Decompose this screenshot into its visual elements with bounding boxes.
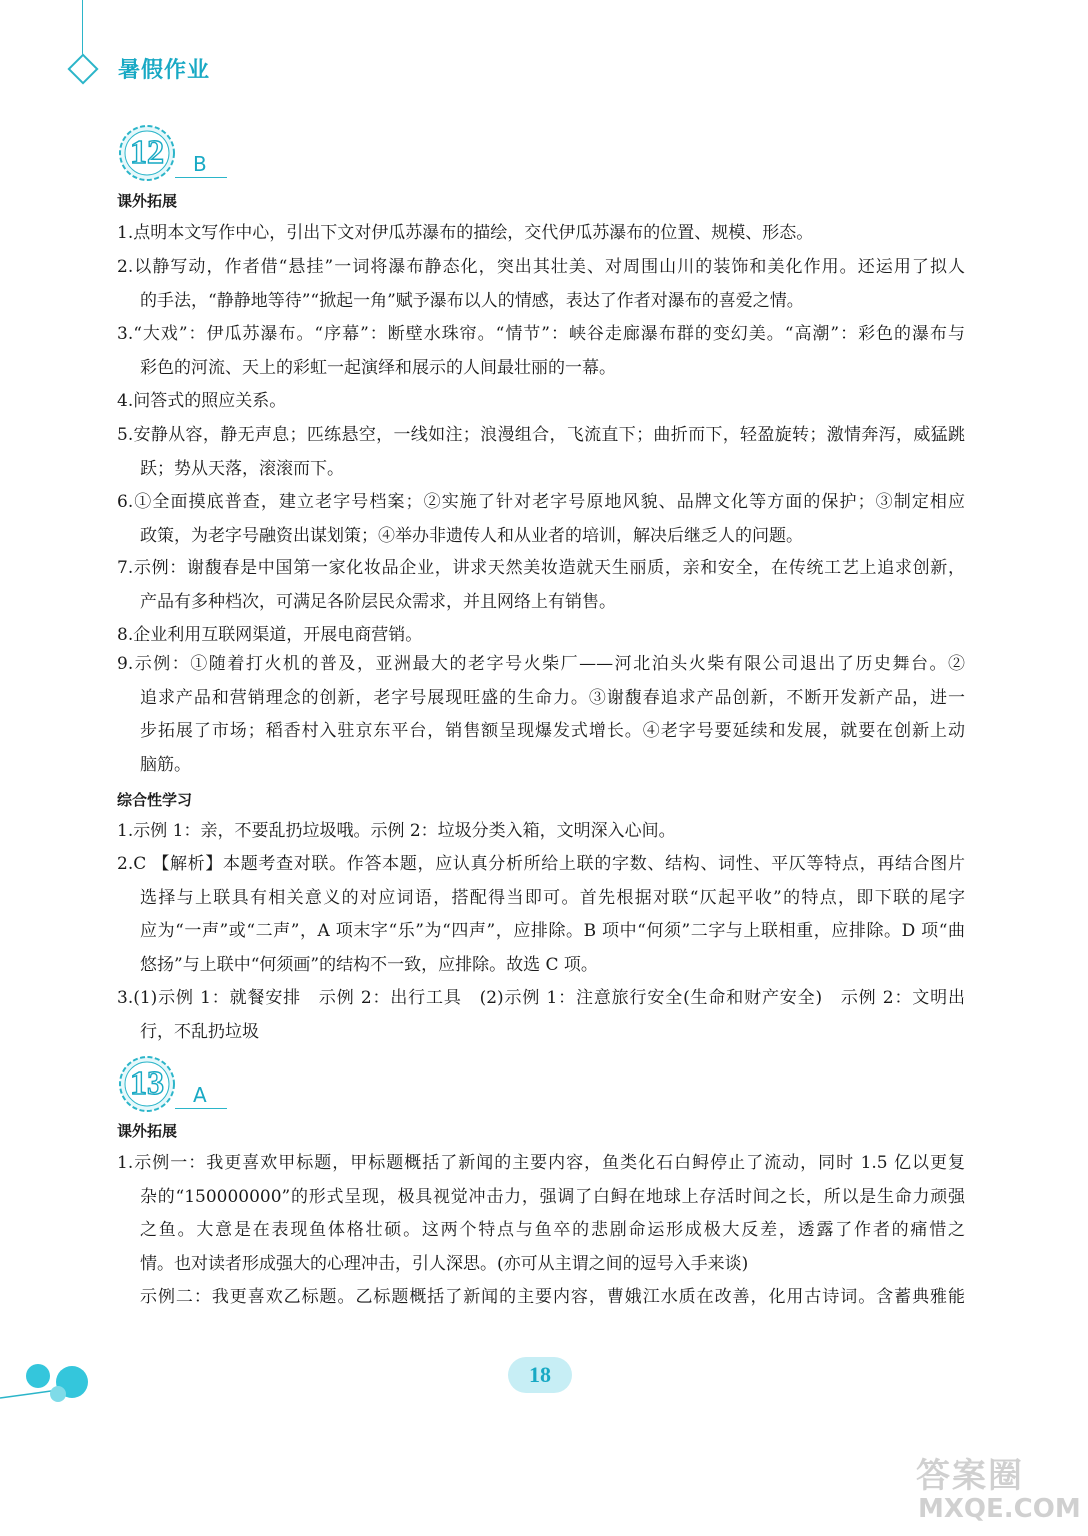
lesson-number: 13 xyxy=(130,1065,164,1102)
difficulty-level: A xyxy=(193,1083,207,1107)
difficulty-level: B xyxy=(193,152,207,176)
answer-line: 应为“一声”或“二声”，A 项末字“乐”为“四声”，应排除。B 项中“何须”二字与上联相重，应排除。D 项“曲 xyxy=(140,921,965,942)
header-rule xyxy=(82,0,83,58)
diamond-icon xyxy=(67,53,98,84)
answer-line: 1.示例 1：亲，不要乱扔垃圾哦。示例 2：垃圾分类入箱，文明深入心间。 xyxy=(117,821,676,841)
answer-item xyxy=(117,251,965,318)
lesson-number: 12 xyxy=(130,134,164,171)
answer-item xyxy=(117,486,965,553)
answer-item xyxy=(140,1281,965,1315)
answer-item xyxy=(117,318,965,385)
answer-line: 3.(1)示例 1：就餐安排 示例 2：出行工具 (2)示例 1：注意旅行安全(生命和财产安全) 示例 2：文明出 xyxy=(117,988,965,1008)
answer-item xyxy=(117,217,965,251)
answer-line: 情。也对读者形成强大的心理冲击，引人深思。(亦可从主谓之间的逗号入手来谈) xyxy=(140,1253,749,1274)
answer-line: 6.①全面摸底普查，建立老字号档案；②实施了针对老字号原地风貌、品牌文化等方面的保护；③制定相应 xyxy=(117,492,965,512)
answer-item xyxy=(117,1147,965,1281)
answer-line: 8.企业利用互联网渠道，开展电商营销。 xyxy=(117,625,423,645)
page-number: 18 xyxy=(508,1357,572,1393)
answer-item xyxy=(117,552,965,619)
answer-line: 杂的“150000000”的形式呈现，极具视觉冲击力，强调了白鲟在地球上存活时间之长，所以是生命力顽强 xyxy=(140,1186,965,1207)
lesson-12-badge xyxy=(118,124,176,182)
answer-item xyxy=(117,982,965,1049)
section-title: 课外拓展 xyxy=(117,1122,178,1140)
level-underline xyxy=(175,177,227,178)
answer-line: 行，不乱扔垃圾 xyxy=(140,1021,259,1042)
answer-line: 2.C 【解析】本题考查对联。作答本题，应认真分析所给上联的字数、结构、词性、平仄等特点，再结合图片 xyxy=(117,854,965,874)
answer-line: 2.以静写动，作者借“悬挂”一词将瀑布静态化，突出其壮美、对周围山川的装饰和美化作用。还运用了拟人 xyxy=(117,257,965,277)
answer-line: 脑筋。 xyxy=(140,754,191,775)
answer-item xyxy=(117,648,965,782)
page-header-title: 暑假作业 xyxy=(118,58,211,83)
answer-line: 悠扬”与上联中“何须画”的结构不一致，应排除。故选 C 项。 xyxy=(140,954,598,975)
bubble-decoration-icon xyxy=(0,1360,110,1420)
answer-line: 1.点明本文写作中心，引出下文对伊瓜苏瀑布的描绘，交代伊瓜苏瀑布的位置、规模、形态。 xyxy=(117,223,814,243)
watermark-url: MXQE.COM xyxy=(918,1494,1081,1524)
answer-line: 跃；势从天落，滚滚而下。 xyxy=(140,458,344,479)
answer-item xyxy=(117,815,965,849)
answer-line: 产品有多种档次，可满足各阶层民众需求，并且网络上有销售。 xyxy=(140,591,616,612)
lesson-13-badge xyxy=(118,1055,176,1113)
answer-line: 彩色的河流、天上的彩虹一起演绎和展示的人间最壮丽的一幕。 xyxy=(140,357,616,378)
answer-line: 的手法，“静静地等待”“掀起一角”赋予瀑布以人的情感，表达了作者对瀑布的喜爱之情。 xyxy=(140,290,804,311)
answer-line: 示例二：我更喜欢乙标题。乙标题概括了新闻的主要内容，曹娥江水质在改善，化用古诗词。含蓄典雅能 xyxy=(140,1287,965,1307)
answer-item xyxy=(117,848,965,982)
answer-line: 追求产品和营销理念的创新，老字号展现旺盛的生命力。③谢馥春追求产品创新，不断开发新产品，进一 xyxy=(140,687,965,708)
watermark xyxy=(916,1448,1081,1530)
section-title: 综合性学习 xyxy=(117,791,193,809)
answer-line: 政策，为老字号融资出谋划策；④举办非遗传人和从业者的培训，解决后继乏人的问题。 xyxy=(140,525,803,546)
answer-item xyxy=(117,385,965,419)
answer-item xyxy=(117,419,965,486)
answer-line: 9.示例：①随着打火机的普及，亚洲最大的老字号火柴厂——河北泊头火柴有限公司退出了历史舞台。② xyxy=(117,654,965,674)
watermark-text: 答案圈 xyxy=(916,1456,1024,1496)
answer-line: 7.示例：谢馥春是中国第一家化妆品企业，讲求天然美妆造就天生丽质，亲和安全，在传统工艺上追求创新， xyxy=(117,558,965,578)
answer-line: 5.安静从容，静无声息；匹练悬空，一线如注；浪漫组合，飞流直下；曲折而下，轻盈旋转；激情奔泻，威猛跳 xyxy=(117,425,965,445)
answer-line: 1.示例一：我更喜欢甲标题，甲标题概括了新闻的主要内容，鱼类化石白鲟停止了流动，同时 1.5 亿以更复 xyxy=(117,1153,965,1173)
section-title: 课外拓展 xyxy=(117,192,178,210)
answer-line: 3.“大戏”：伊瓜苏瀑布。“序幕”：断壁水珠帘。“情节”：峡谷走廊瀑布群的变幻美。“高潮”：彩色的瀑布与 xyxy=(117,324,965,344)
level-underline xyxy=(175,1108,227,1109)
answer-line: 之鱼。大意是在表现鱼体格壮硕。这两个特点与鱼卒的悲剧命运形成极大反差，透露了作者的痛惜之 xyxy=(140,1220,965,1241)
answer-line: 4.问答式的照应关系。 xyxy=(117,391,287,411)
answer-line: 选择与上联具有相关意义的对应词语，搭配得当即可。首先根据对联“仄起平收”的特点，即下联的尾字 xyxy=(140,887,965,908)
answer-line: 步拓展了市场；稻香村入驻京东平台，销售额呈现爆发式增长。④老字号要延续和发展，就要在创新上动 xyxy=(140,721,965,742)
